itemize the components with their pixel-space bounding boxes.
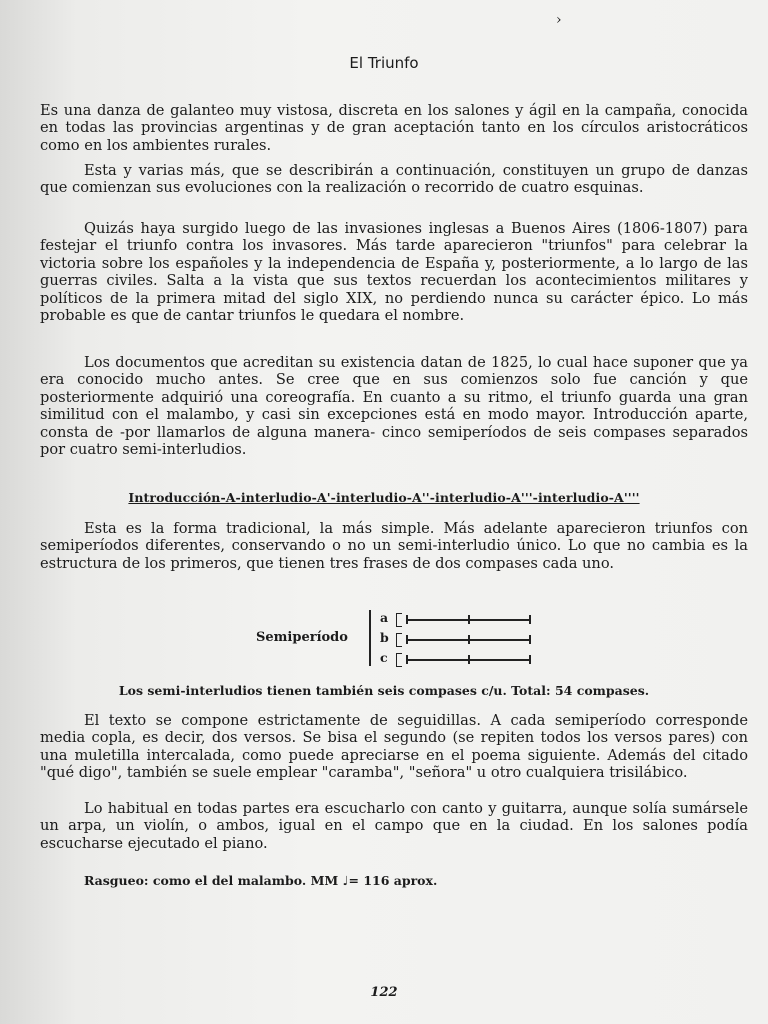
paragraph-intro	[40, 102, 748, 154]
phrase-bracket	[396, 653, 402, 667]
phrase-bracket	[396, 633, 402, 647]
interlude-note: Los semi-interludios tienen también seis compases c/u. Total: 54 compases.	[118, 683, 650, 698]
paragraph-text: El texto se compone estrictamente de seguidillas. A cada semiperíodo corresponde media copla, es decir, dos versos. Se bisa el segundo (se repiten todos los versos pares) con una muletilla intercalada, como puede apreciarse en el poema siguiente. Además del citado "qué digo", también se suele emplear "caramba", "señora" u otro cualquiera trisilábico.	[40, 712, 748, 782]
paragraph-group	[40, 162, 748, 197]
bar-tick	[406, 655, 408, 664]
paragraph-documents	[40, 354, 748, 458]
paragraph-instruments	[40, 800, 748, 852]
bar-tick	[406, 615, 408, 624]
paragraph-history	[40, 220, 748, 324]
paragraph-text: Esta y varias más, que se describirán a continuación, constituyen un grupo de danzas que comienzan sus evoluciones con la realización o recorrido de cuatro esquinas.	[40, 162, 748, 197]
phrase-bracket	[396, 613, 402, 627]
paragraph-lyrics	[40, 712, 748, 782]
paragraph-form	[40, 520, 748, 572]
row-letter: b	[380, 630, 389, 645]
row-letter: c	[380, 650, 388, 665]
form-formula: Introducción-A-interludio-A'-interludio-A''-interludio-A'''-interludio-A''''	[128, 490, 640, 505]
tempo-line: Rasgueo: como el del malambo. MM ♩= 116 aprox.	[84, 873, 438, 888]
paragraph-text: Lo habitual en todas partes era escucharlo con canto y guitarra, aunque solía sumársele un arpa, un violín, o ambos, igual en el campo que en la ciudad. En los salones podía escucharse ejecutado el piano.	[40, 800, 748, 852]
row-letter: a	[380, 610, 389, 625]
paragraph-text: Es una danza de galanteo muy vistosa, discreta en los salones y ágil en la campaña, conocida en todas las provincias argentinas y de gran aceptación tanto en los círculos aristocráticos como en los ambientes rurales.	[40, 102, 748, 154]
page-title: El Triunfo	[349, 54, 419, 72]
semiperiod-schema	[256, 608, 546, 668]
schema-brace	[369, 610, 371, 666]
bar-tick	[468, 655, 470, 664]
bar-tick	[529, 635, 531, 644]
paragraph-text: Los documentos que acreditan su existencia datan de 1825, lo cual hace suponer que ya era conocido mucho antes. Se cree que en sus comienzos solo fue canción y que posteriormente adquirió una coreografía. En cuanto a su ritmo, el triunfo guarda una gran similitud con el malambo, y casi sin excepciones está en modo mayor. Introducción aparte, consta de -por llamarlos de alguna manera- cinco semiperíodos de seis compases separados por cuatro semi-interludios.	[40, 354, 748, 459]
paragraph-text: Esta es la forma tradicional, la más simple. Más adelante aparecieron triunfos con semiperíodos diferentes, conservando o no un semi-interludio único. Lo que no cambia es la estructura de los primeros, que tienen tres frases de dos compases cada uno.	[40, 520, 748, 572]
bar-tick	[468, 635, 470, 644]
bar-tick	[468, 615, 470, 624]
schema-label: Semiperíodo	[256, 630, 348, 645]
page-number: 122	[370, 985, 398, 1000]
corner-mark: ›	[556, 12, 562, 28]
paragraph-text: Quizás haya surgido luego de las invasiones inglesas a Buenos Aires (1806-1807) para festejar el triunfo contra los invasores. Más tarde aparecieron "triunfos" para celebrar la victoria sobre los españoles y la independencia de España y, posteriormente, a lo largo de las guerras civiles. Salta a la vista que sus textos recuerdan los acontecimientos militares y políticos de la primera mitad del siglo XIX, no perdiendo nunca su carácter épico. Lo más probable es que de cantar triunfos le quedara el nombre.	[40, 220, 748, 325]
bar-tick	[529, 655, 531, 664]
bar-tick	[529, 615, 531, 624]
bar-tick	[406, 635, 408, 644]
